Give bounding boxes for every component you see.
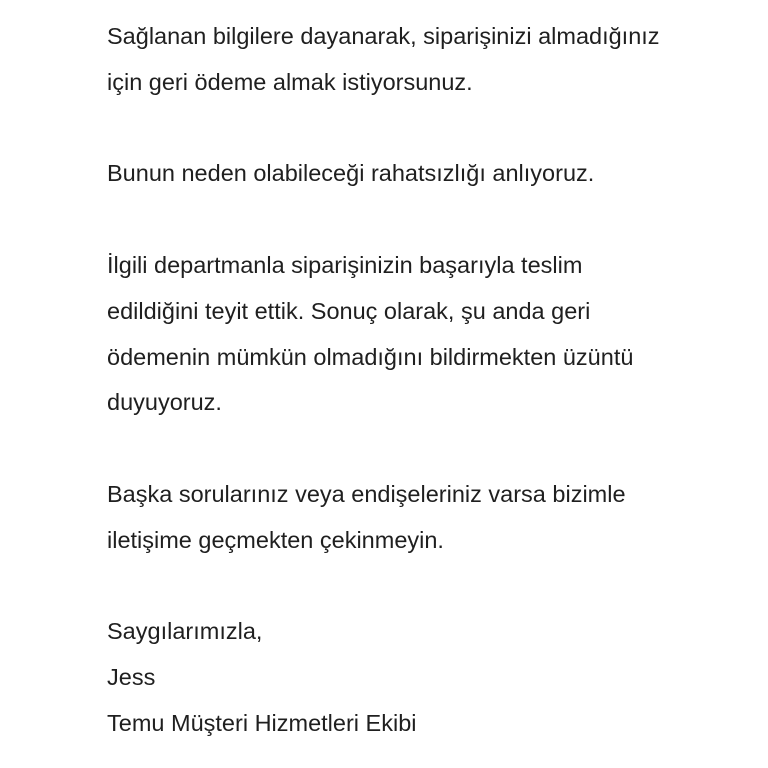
paragraph-apology (107, 151, 757, 197)
message-body (107, 14, 757, 747)
closing-text: Saygılarımızla, (107, 618, 263, 645)
paragraph-delivery-confirmation (107, 243, 757, 426)
paragraph-spacer (107, 564, 757, 610)
text-line: için geri ödeme almak istiyorsunuz. (107, 68, 473, 95)
signature-block (107, 609, 757, 746)
signer-name: Jess (107, 664, 156, 691)
text-line: duyuyoruz. (107, 389, 222, 416)
text-line: İlgili departmanla siparişinizin başarıyla teslim (107, 251, 583, 278)
paragraph-spacer (107, 197, 757, 243)
paragraph-contact (107, 472, 757, 564)
paragraph-refund-request (107, 14, 757, 106)
paragraph-spacer (107, 106, 757, 152)
text-line: ödemenin mümkün olmadığını bildirmekten üzüntü (107, 343, 634, 370)
text-line: Sağlanan bilgilere dayanarak, siparişinizi almadığınız (107, 23, 660, 49)
text-line: edildiğini teyit ettik. Sonuç olarak, şu anda geri (107, 297, 591, 324)
text-line: Bunun neden olabileceği rahatsızlığı anlıyoruz. (107, 160, 595, 187)
team-name: Temu Müşteri Hizmetleri Ekibi (107, 709, 417, 736)
paragraph-spacer (107, 426, 757, 472)
text-line: Başka sorularınız veya endişeleriniz varsa bizimle (107, 480, 626, 507)
text-line: iletişime geçmekten çekinmeyin. (107, 526, 444, 553)
